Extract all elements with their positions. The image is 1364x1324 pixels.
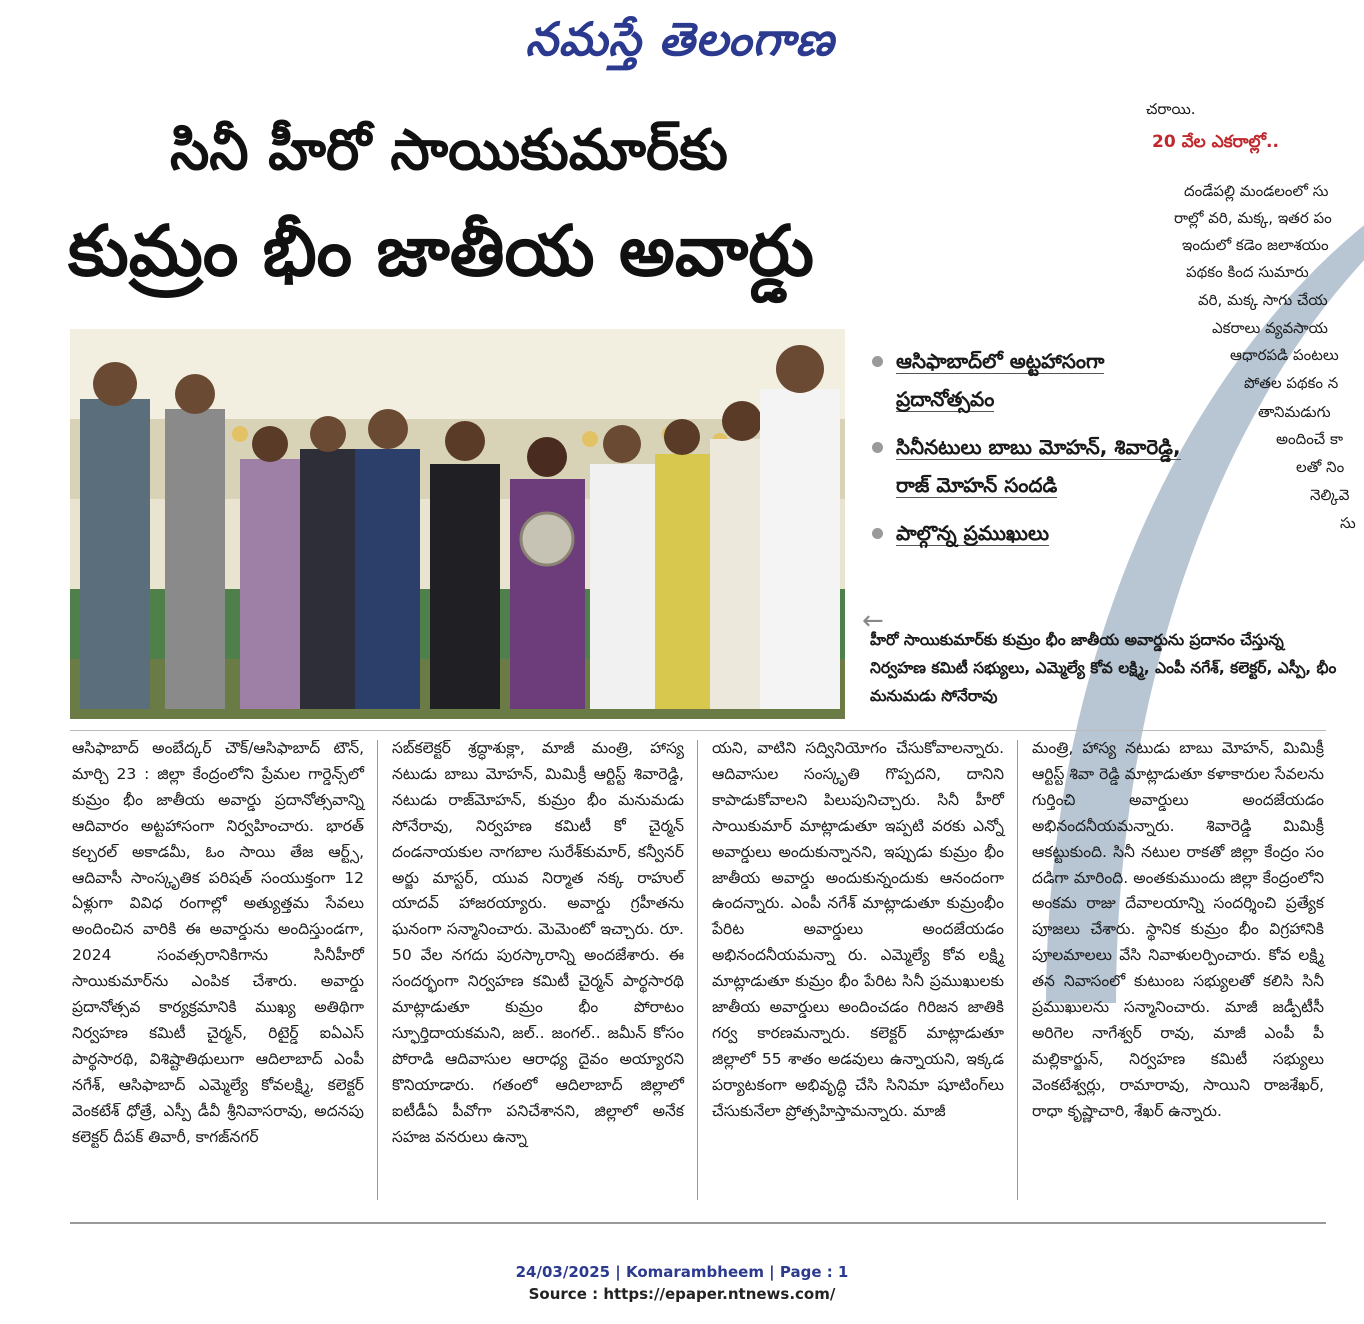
sidebar-line: రాల్లో వరి, మక్క, ఇతర పం: [1174, 209, 1332, 227]
column-divider: [377, 740, 378, 1200]
bullet-item: [870, 514, 1200, 552]
sidebar-line: ఆధారపడి పంటలు: [1230, 346, 1339, 364]
article-column-1: [72, 736, 364, 1151]
sidebar-line: తానిమడుగు: [1258, 403, 1331, 421]
sidebar-line: పోతల పథకం న: [1244, 374, 1339, 392]
bullet-text: సినీనటులు బాబు మోహన్, శివారెడ్డి, రాజ్ మోహన్ సందడి: [896, 435, 1181, 497]
column-divider: [1017, 740, 1018, 1200]
photo-caption: హీరో సాయికుమార్‌కు కుమ్రం భీం జాతీయ అవార్డును ప్రదానం చేస్తున్న నిర్వహణ కమిటీ సభ్యులు, ఎమ్మెల్యే కోవ లక్ష్మి, ఎంపీ నగేశ్, కలెక్టర్, ఎస్పీ, భీం మనుమడు సోనేరావు: [870, 631, 1337, 705]
highlight-bullets: [870, 342, 1200, 562]
article-text: యని, వాటిని సద్వినియోగం చేసుకోవాలన్నారు. ఆదివాసుల సంస్కృతి గొప్పదని, దానిని కాపాడుకోవాలని పిలుపునిచ్చారు. సినీ హీరో సాయికుమార్ మాట్లాడుతూ ఇప్పటి వరకు ఎన్నో అవార్డులు అందుకున్నానని, ఇప్పుడు కుమ్రం భీం జాతీయ అవార్డు అందుకున్నందుకు ఆనందంగా ఉందన్నారు. ఎంపీ నగేశ్ మాట్లాడుతూ కుమ్రంభీం పేరిట అవార్డులు అందజేయడం అభినందనీయమన్నా రు. ఎమ్మెల్యే కోవ లక్ష్మి మాట్లాడుతూ కుమ్రం భీం పేరిట సినీ ప్రముఖులకు జాతీయ అవార్డులు అందించడం గిరిజన జాతికి గర్వ కారణమన్నారు. కలెక్టర్ మాట్లాడుతూ జిల్లాలో 55 శాతం అడవులు ఉన్నాయని, ఇక్కడ పర్యాటకంగా అభివృద్ధి చేసి సినిమా షూటింగ్‌లు చేసుకునేలా ప్రోత్సహిస్తామన్నారు. మాజీ: [712, 739, 1004, 1120]
sidebar-line: నెల్కివె: [1310, 486, 1350, 504]
award-ceremony-photo: [70, 329, 845, 719]
article-column-4: [1032, 736, 1324, 1125]
headline-line-1: సినీ హీరో సాయికుమార్‌కు: [170, 118, 728, 183]
sidebar-top-text: చరాయి.: [1146, 100, 1196, 118]
sidebar-line: దండేపల్లి మండలంలో సు: [1184, 182, 1329, 200]
sidebar-line: ఇందులో కడెం జలాశయం: [1182, 236, 1329, 254]
column-divider: [697, 740, 698, 1200]
photo-illustration: [70, 329, 845, 719]
sidebar-line: ఎకరాలు వ్యవసాయ: [1212, 319, 1328, 337]
bullet-text: పాల్గొన్న ప్రముఖులు: [896, 521, 1050, 545]
article-text: మంత్రి, హాస్య నటుడు బాబు మోహన్, మిమిక్రీ ఆర్టిస్ట్ శివా రెడ్డి మాట్లాడుతూ కళాకారుల సేవలను గుర్తించి అవార్డులు అందజేయడం అభినందనీయమన్నారు. శివారెడ్డి మిమిక్రీ ఆకట్టుకుంది. సినీ నటుల రాకతో జిల్లా కేంద్రం సం దడిగా మారింది. అంతకుముందు జిల్లా కేంద్రంలోని అంకమ రాజు దేవాలయాన్ని సందర్శించి ప్రత్యేక పూజలు చేశారు. స్థానిక కుమ్రం భీం విగ్రహానికి పూలమాలలు వేసి నివాళులర్పించారు. కోవ లక్ష్మి తన నివాసంలో కుటుంబ సభ్యులతో కలిసి సినీ ప్రముఖులను సన్మానించారు. మాజీ జడ్పీటీసీ అరిగెల నాగేశ్వర్ రావు, మాజీ ఎంపీ పీ మల్లికార్జున్, నిర్వహణ కమిటీ సభ్యులు వెంకటేశ్వర్లు, రామారావు, సాయిని రాజశేఖర్, రాధా కృష్ణాచారి, శేఖర్ ఉన్నారు.: [1032, 739, 1324, 1120]
masthead-logo: నమస్తే తెలంగాణ: [525, 12, 835, 66]
article-text: ఆసిఫాబాద్ అంబేద్కర్ చౌక్/ఆసిఫాబాద్ టౌన్, మార్చి 23 : జిల్లా కేంద్రంలోని ప్రేమల గార్డెన్స్‌లో కుమ్రం భీం జాతీయ అవార్డు ప్రదానోత్సవాన్ని ఆదివారం అట్టహాసంగా నిర్వహించారు. భారత్ కల్చరల్ అకాడమీ, ఓం సాయి తేజ ఆర్ట్స్, ఆదివాసీ సాంస్కృతిక పరిషత్ సంయుక్తంగా 12 ఏళ్లుగా వివిధ రంగాల్లో అత్యుత్తమ సేవలు అందించిన వారికి ఈ అవార్డును అందిస్తుండగా, 2024 సంవత్సరానికిగాను సినీహీరో సాయికుమార్‌ను ఎంపిక చేశారు. అవార్డు ప్రదానోత్సవ కార్యక్రమానికి ముఖ్య అతిథిగా నిర్వహణ కమిటీ చైర్మన్, రిటైర్డ్ ఐఏఎస్ పార్థసారథి, విశిష్టాతిథులుగా ఆదిలాబాద్ ఎంపీ నగేశ్, ఆసిఫాబాద్ ఎమ్మెల్యే కోవలక్ష్మి, కలెక్టర్ వెంకటేశ్ ధోత్రే, ఎస్పీ డీవీ శ్రీనివాసరావు, అదనపు కలెక్టర్ దీపక్ తివారీ, కాగజ్‌నగర్: [72, 739, 364, 1146]
footer-date-edition: 24/03/2025 | Komarambheem | Page : 1: [515, 1263, 849, 1281]
sidebar-line: లతో నిం: [1296, 458, 1345, 476]
sidebar-line: వరి, మక్క సాగు చేయ: [1198, 291, 1328, 309]
sidebar-line: సు: [1340, 514, 1356, 532]
headline-line-2: కుమ్రం భీం జాతీయ అవార్డు: [68, 210, 814, 292]
bullet-dot-icon: [872, 528, 883, 539]
divider: [70, 1222, 1326, 1224]
footer-source[interactable]: Source : https://epaper.ntnews.com/: [528, 1285, 836, 1303]
article-column-3: [712, 736, 1004, 1125]
article-column-2: [392, 736, 684, 1151]
sidebar-subhead: 20 వేల ఎకరాల్లో..: [1152, 132, 1279, 152]
bullet-dot-icon: [872, 442, 883, 453]
sidebar-line: అందించే కా: [1276, 430, 1343, 448]
sidebar-line: పథకం కింద సుమారు: [1186, 263, 1309, 281]
divider: [70, 730, 1326, 731]
bullet-dot-icon: [872, 356, 883, 367]
bullet-text: ఆసిఫాబాద్‌లో అట్టహాసంగా ప్రదానోత్సవం: [896, 349, 1105, 411]
left-arrow-icon: ←: [862, 606, 884, 636]
article-text: సబ్‌కలెక్టర్ శ్రద్ధాశుక్లా, మాజీ మంత్రి, హాస్య నటుడు బాబు మోహన్, మిమిక్రీ ఆర్టిస్ట్ శివారెడ్డి, నటుడు రాజ్‌మోహన్, కుమ్రం భీం మనుమడు సోనేరావు, నిర్వహణ కమిటీ కో చైర్మన్ దండనాయకుల నాగబాల సురేశ్‌కుమార్, కన్వీనర్ అర్జు మాస్టర్, యువ నిర్మాత నక్క రాహుల్ యాదవ్ హాజరయ్యారు. అవార్డు గ్రహీతను ఘనంగా సన్మానించారు. మెమెంటో ఇచ్చారు. రూ. 50 వేల నగదు పురస్కారాన్ని అందజేశారు. ఈ సందర్భంగా నిర్వహణ కమిటీ చైర్మన్ పార్థసారథి మాట్లాడుతూ కుమ్రం భీం పోరాటం స్ఫూర్తిదాయకమని, జల్.. జంగల్.. జమీన్ కోసం పోరాడి ఆదివాసుల ఆరాధ్య దైవం అయ్యారని కొనియాడారు. గతంలో ఆదిలాబాద్ జిల్లాలో ఐటీడీఏ పీవోగా పనిచేశానని, జిల్లాలో అనేక సహజ వనరులు ఉన్నా: [392, 739, 684, 1146]
bullet-item: [870, 428, 1200, 504]
bullet-item: [870, 342, 1200, 418]
